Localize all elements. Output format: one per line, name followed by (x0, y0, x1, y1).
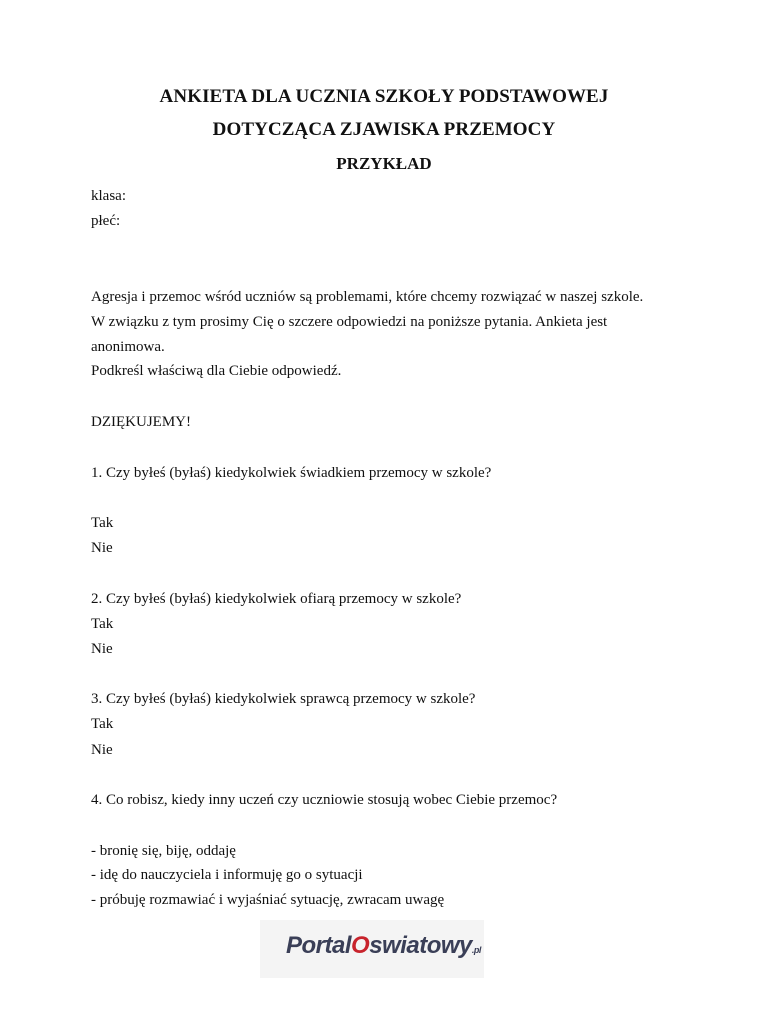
question-4-option-3[interactable]: - próbuję rozmawiać i wyjaśniać sytuację, zwracam uwagę (91, 892, 445, 908)
field-klasa: klasa: (91, 188, 126, 204)
question-4: 4. Co robisz, kiedy inny uczeń czy uczniowie stosują wobec Ciebie przemoc? (91, 792, 558, 808)
document-subtitle: PRZYKŁAD (336, 154, 432, 173)
intro-line-3: anonimowa. (91, 339, 165, 355)
question-4-option-1[interactable]: - bronię się, biję, oddaję (91, 843, 236, 859)
document-title-line2: DOTYCZĄCA ZJAWISKA PRZEMOCY (212, 119, 556, 140)
question-1-option-tak[interactable]: Tak (91, 515, 114, 531)
thanks-text: DZIĘKUJEMY! (91, 414, 191, 430)
intro-line-1: Agresja i przemoc wśród uczniów są problemami, które chcemy rozwiązać w naszej szkole. (91, 289, 644, 305)
logo-suffix-pl: .pl (471, 945, 481, 955)
logo-part-portal: Portal (286, 932, 352, 959)
question-3: 3. Czy byłeś (byłaś) kiedykolwiek sprawcą przemocy w szkole? (91, 691, 476, 707)
question-2-option-nie[interactable]: Nie (91, 641, 113, 657)
intro-line-4: Podkreśl właściwą dla Ciebie odpowiedź. (91, 363, 342, 379)
logo-part-swiatowy: swiatowy (369, 932, 472, 959)
field-plec: płeć: (91, 213, 121, 229)
logo-part-o: O (351, 932, 370, 959)
logo-wordmark (286, 932, 481, 960)
question-3-option-tak[interactable]: Tak (91, 716, 114, 732)
question-3-option-nie[interactable]: Nie (91, 742, 113, 758)
question-2: 2. Czy byłeś (byłaś) kiedykolwiek ofiarą przemocy w szkole? (91, 591, 462, 607)
portal-oswiatowy-logo (260, 920, 484, 978)
question-2-option-tak[interactable]: Tak (91, 616, 114, 632)
question-1: 1. Czy byłeś (byłaś) kiedykolwiek świadkiem przemocy w szkole? (91, 465, 492, 481)
document-title-line1: ANKIETA DLA UCZNIA SZKOŁY PODSTAWOWEJ (159, 86, 609, 107)
intro-line-2: W związku z tym prosimy Cię o szczere odpowiedzi na poniższe pytania. Ankieta jest (91, 314, 608, 330)
question-1-option-nie[interactable]: Nie (91, 540, 113, 556)
question-4-option-2[interactable]: - idę do nauczyciela i informuję go o sytuacji (91, 867, 363, 883)
